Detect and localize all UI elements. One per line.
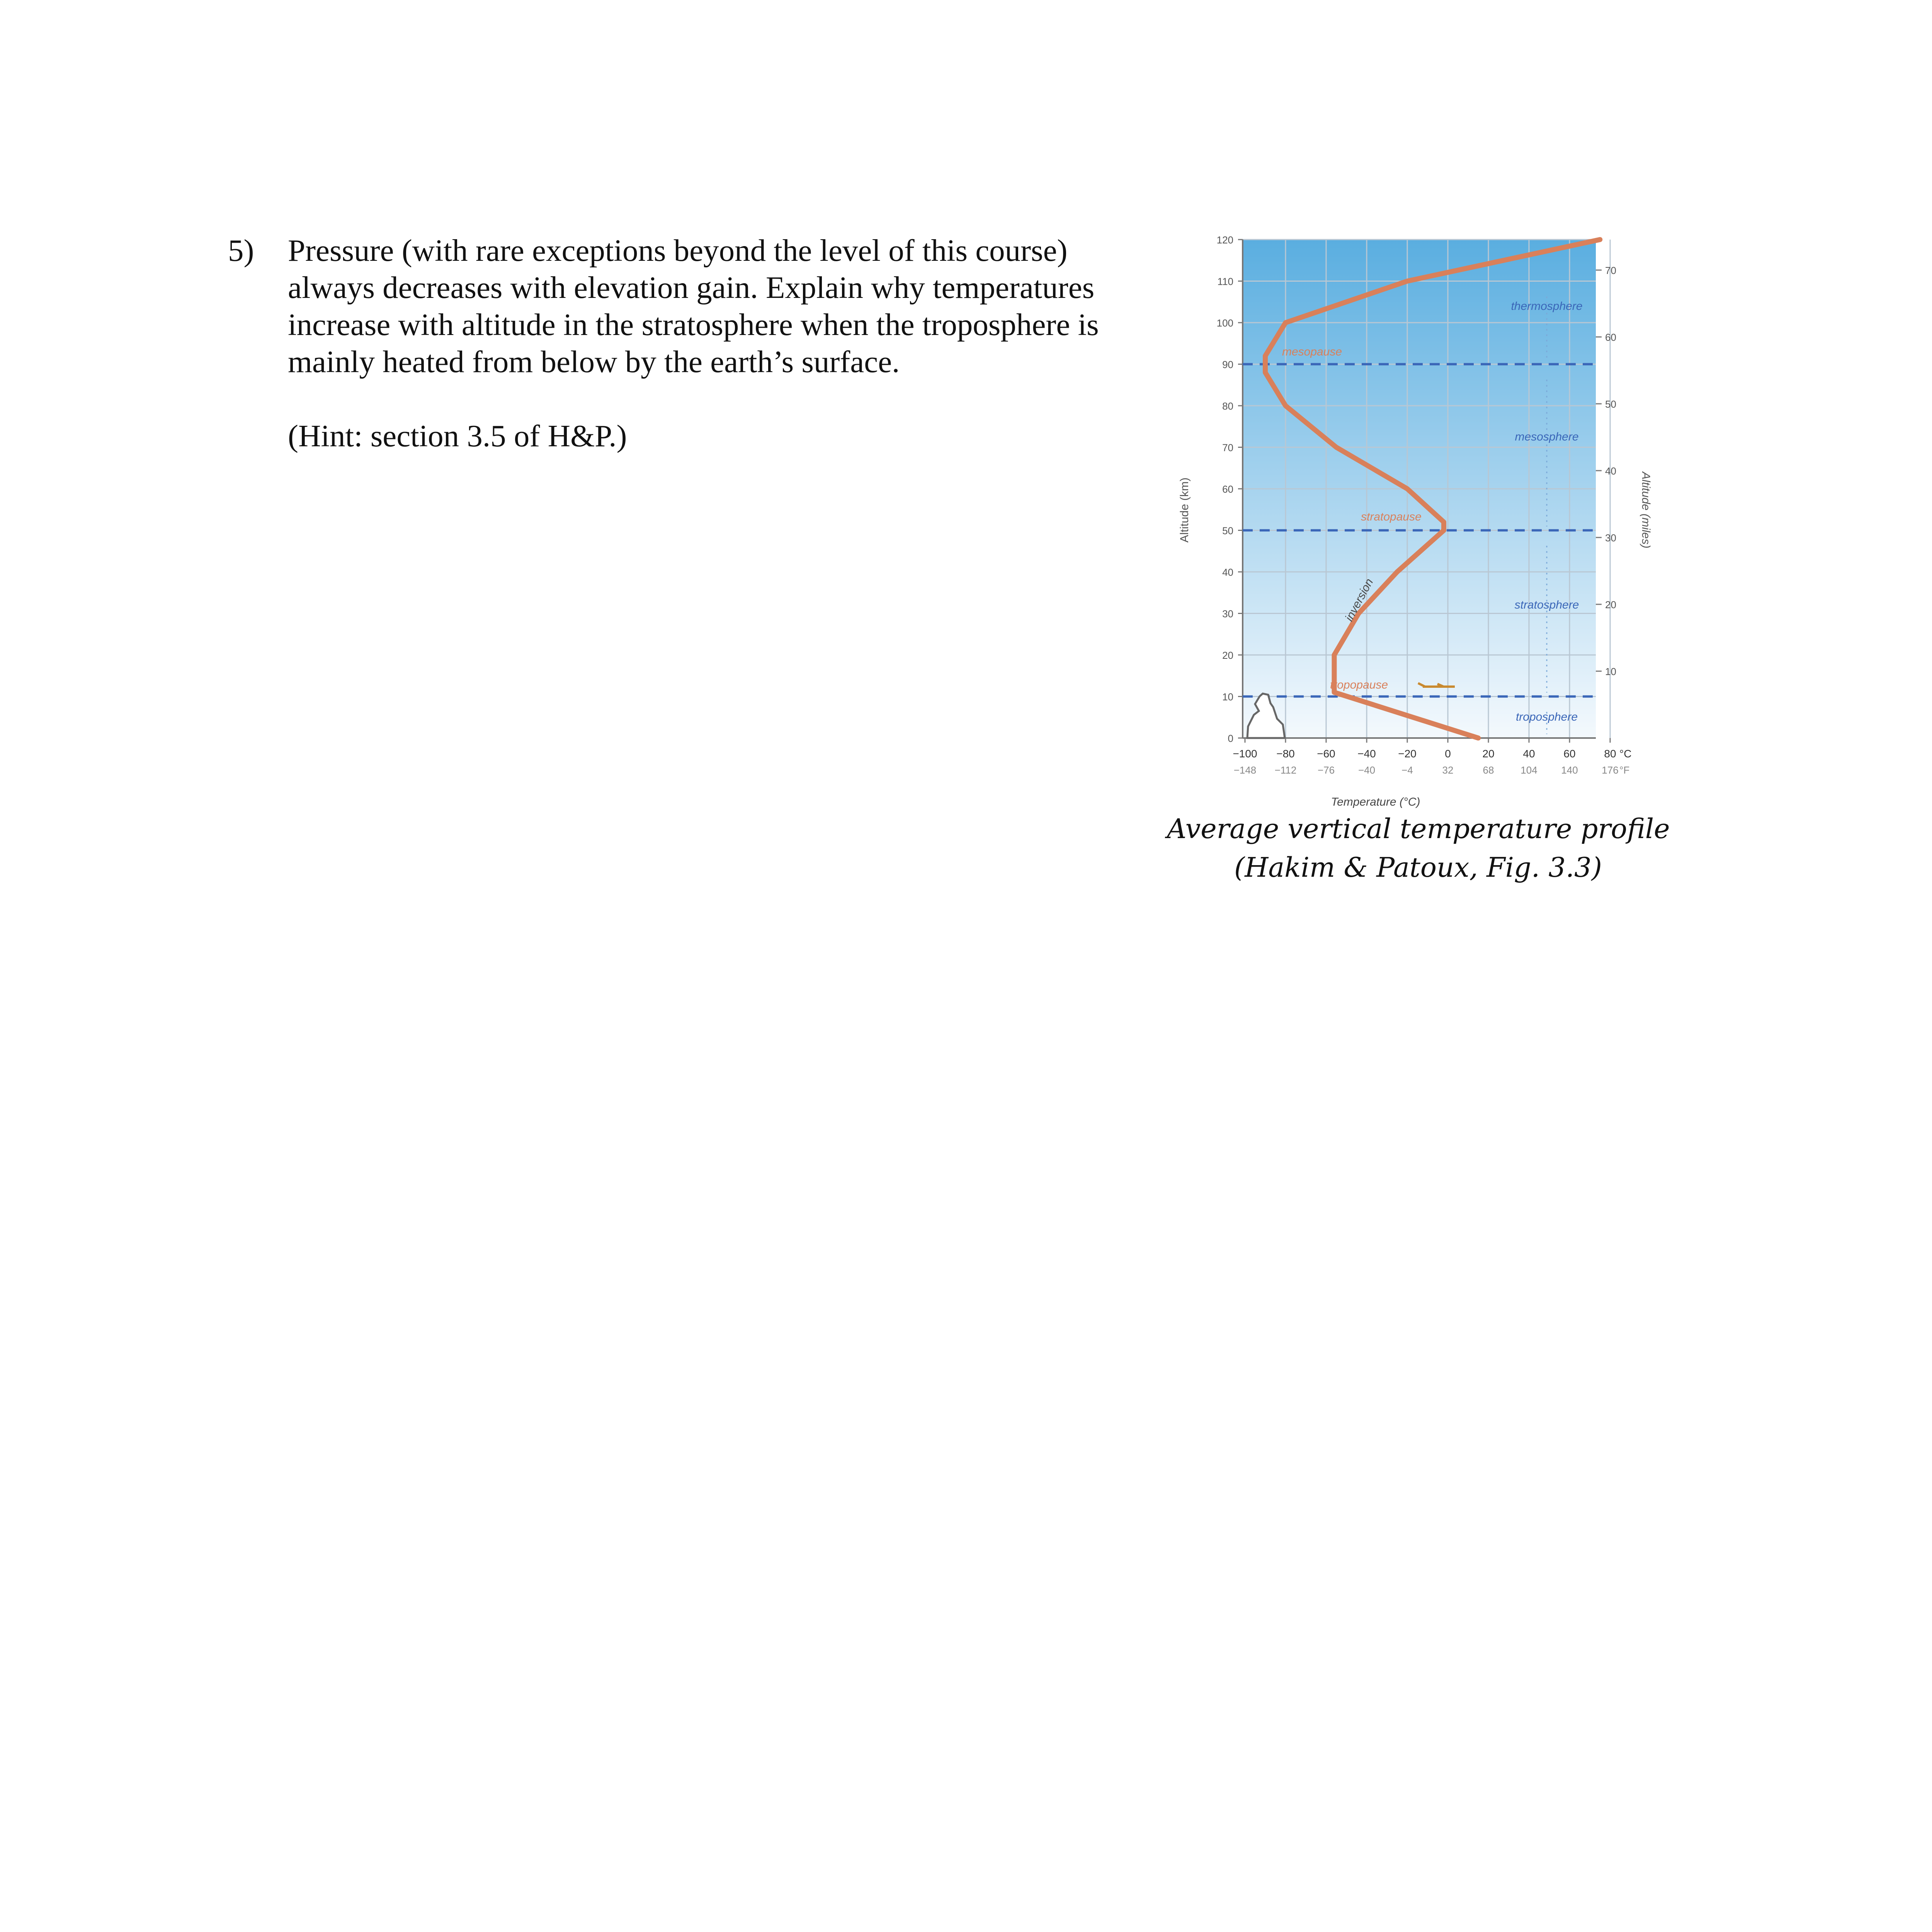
y-tick-label-km: 110 <box>1217 276 1233 287</box>
x-axis-title: Temperature (°C) <box>1331 796 1420 808</box>
y-tick-label-km: 60 <box>1222 483 1233 495</box>
figure-caption <box>1167 810 1669 887</box>
x-tick-label-celsius: 20 <box>1482 748 1495 760</box>
x-tick-label-celsius: 40 <box>1523 748 1535 760</box>
layer-label-troposphere: troposphere <box>1515 711 1578 723</box>
question-line: Pressure (with rare exceptions beyond the level of this course) <box>288 233 1068 268</box>
y-tick-label-miles: 30 <box>1605 532 1616 544</box>
question-hint: (Hint: section 3.5 of H&P.) <box>288 418 627 453</box>
y-tick-label-miles: 60 <box>1605 331 1616 343</box>
layer-label-mesosphere: mesosphere <box>1515 430 1579 443</box>
x-unit-celsius: °C <box>1619 748 1632 760</box>
y-axis-miles <box>1596 265 1616 677</box>
y-axis-title-right: Altitude (miles) <box>1639 471 1652 549</box>
layer-label-thermosphere: thermosphere <box>1511 300 1583 313</box>
pause-label-stratopause: stratopause <box>1361 510 1422 523</box>
y-tick-label-km: 20 <box>1222 650 1233 661</box>
x-tick-label-fahrenheit: 104 <box>1520 764 1537 776</box>
x-tick-label-celsius: 80 <box>1604 748 1616 760</box>
inversion-label: inversion <box>1343 576 1376 624</box>
temperature-profile-figure <box>1167 216 1669 850</box>
question-line: always decreases with elevation gain. Explain why temperatures <box>288 270 1095 305</box>
x-tick-label-fahrenheit: 140 <box>1561 764 1578 776</box>
x-tick-label-fahrenheit: 176 <box>1602 764 1619 776</box>
y-tick-label-km: 10 <box>1222 691 1233 703</box>
y-axis-title-left: Altitude (km) <box>1178 477 1191 543</box>
x-tick-label-fahrenheit: 32 <box>1442 764 1454 776</box>
question-number: 5) <box>228 233 254 268</box>
question-line: increase with altitude in the stratosphere when the troposphere is <box>288 307 1099 342</box>
x-tick-label-celsius: 0 <box>1445 748 1451 760</box>
question-text <box>288 232 1169 380</box>
x-tick-label-celsius: −80 <box>1276 748 1295 760</box>
x-axis-temperature <box>1233 738 1631 776</box>
x-tick-label-fahrenheit: −40 <box>1358 764 1376 776</box>
caption-line-1: Average vertical temperature profile <box>1167 813 1670 845</box>
x-tick-label-fahrenheit: −112 <box>1274 764 1297 776</box>
y-tick-label-miles: 70 <box>1605 264 1616 276</box>
x-tick-label-fahrenheit: −148 <box>1233 764 1257 776</box>
y-tick-label-miles: 20 <box>1605 599 1616 611</box>
x-tick-label-fahrenheit: −4 <box>1401 764 1413 776</box>
y-tick-label-km: 50 <box>1222 525 1233 537</box>
y-tick-label-miles: 40 <box>1605 465 1616 477</box>
y-tick-label-km: 0 <box>1228 733 1233 744</box>
y-tick-label-km: 30 <box>1222 608 1233 620</box>
y-tick-label-miles: 10 <box>1605 665 1616 677</box>
y-tick-label-km: 120 <box>1216 234 1233 246</box>
caption-line-2: (Hakim & Patoux, Fig. 3.3) <box>1234 852 1602 883</box>
x-tick-label-celsius: 60 <box>1563 748 1576 760</box>
question-line: mainly heated from below by the earth’s surface. <box>288 344 900 379</box>
x-tick-label-celsius: −40 <box>1357 748 1376 760</box>
y-axis-km <box>1217 234 1243 744</box>
y-tick-label-km: 80 <box>1222 400 1233 412</box>
y-tick-label-miles: 50 <box>1605 398 1616 410</box>
x-tick-label-celsius: −20 <box>1398 748 1417 760</box>
y-tick-label-km: 90 <box>1222 359 1233 371</box>
y-tick-label-km: 100 <box>1216 317 1233 329</box>
pause-label-mesopause: mesopause <box>1282 345 1342 358</box>
x-unit-fahrenheit: °F <box>1619 764 1630 776</box>
x-tick-label-celsius: −100 <box>1233 748 1257 760</box>
y-tick-label-km: 70 <box>1222 442 1233 454</box>
pause-label-tropopause: tropopause <box>1330 679 1388 691</box>
x-tick-label-fahrenheit: −76 <box>1317 764 1335 776</box>
x-tick-label-celsius: −60 <box>1317 748 1335 760</box>
y-tick-label-km: 40 <box>1222 566 1233 578</box>
temperature-profile-svg <box>1167 216 1669 850</box>
layer-label-stratosphere: stratosphere <box>1514 599 1579 611</box>
x-tick-label-fahrenheit: 68 <box>1483 764 1494 776</box>
